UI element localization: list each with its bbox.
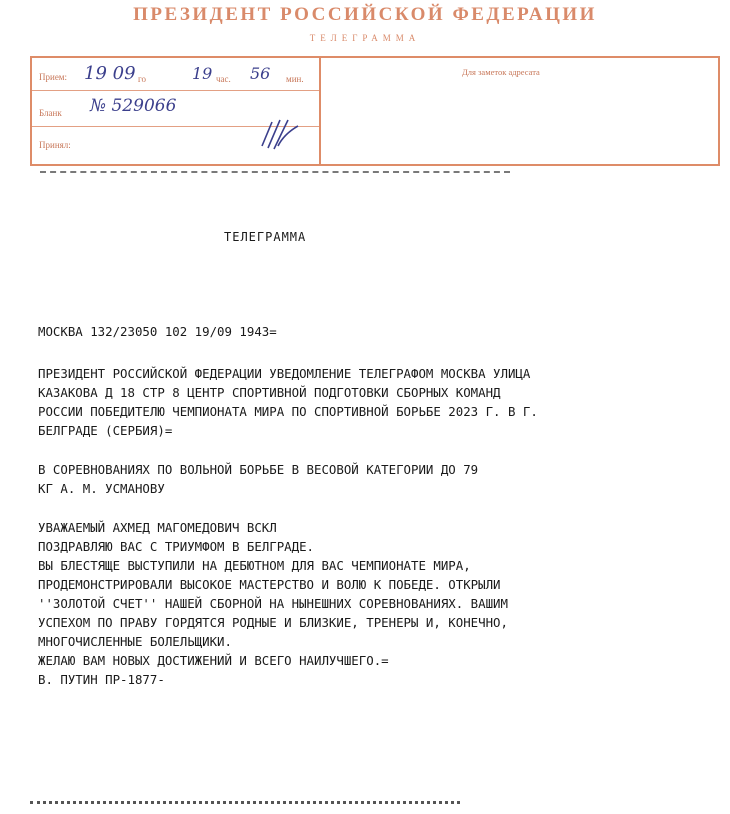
received-suffix: го (138, 74, 146, 84)
category-line: КГ А. М. УСМАНОВУ (38, 481, 165, 496)
telegram-origin: МОСКВА 132/23050 102 19/09 1943= (38, 324, 277, 339)
body-line: УВАЖАЕМЫЙ АХМЕД МАГОМЕДОВИЧ ВСКЛ (38, 520, 277, 535)
accepted-label: Принял: (39, 140, 71, 150)
body-line: МНОГОЧИСЛЕННЫЕ БОЛЕЛЬЩИКИ. (38, 634, 232, 649)
separator-dashes (40, 171, 510, 179)
received-label: Прием: (39, 72, 68, 82)
body-line: ПРОДЕМОНСТРИРОВАЛИ ВЫСОКОЕ МАСТЕРСТВО И ВОЛЮ К ПОБЕДЕ. ОТКРЫЛИ (38, 577, 501, 592)
body-line: УСПЕХОМ ПО ПРАВУ ГОРДЯТСЯ РОДНЫЕ И БЛИЗКИЕ, ТРЕНЕРЫ И, КОНЕЧНО, (38, 615, 508, 630)
body-line: ЖЕЛАЮ ВАМ НОВЫХ ДОСТИЖЕНИЙ И ВСЕГО НАИЛУЧШЕГО.= (38, 653, 389, 668)
blank-number: № 529066 (90, 96, 177, 116)
address-line: КАЗАКОВА Д 18 СТР 8 ЦЕНТР СПОРТИВНОЙ ПОДГОТОВКИ СБОРНЫХ КОМАНД (38, 385, 501, 400)
hours-value: 19 (192, 64, 213, 83)
notes-label: Для заметок адресата (462, 67, 540, 77)
category-line: В СОРЕВНОВАНИЯХ ПО ВОЛЬНОЙ БОРЬБЕ В ВЕСОВОЙ КАТЕГОРИИ ДО 79 (38, 462, 479, 477)
body-line: ''ЗОЛОТОЙ СЧЕТ'' НАШЕЙ СБОРНОЙ НА НЫНЕШНИХ СОРЕВНОВАНИЯХ. ВАШИМ (38, 596, 508, 611)
hours-label: час. (216, 74, 231, 84)
telegram-heading: ТЕЛЕГРАММА (224, 230, 307, 244)
operator-signature (258, 116, 306, 152)
reception-form (30, 56, 720, 166)
address-line: БЕЛГРАДЕ (СЕРБИЯ)= (38, 423, 173, 438)
minutes-label: мин. (286, 74, 304, 84)
header-subtitle: ТЕЛЕГРАММА (309, 33, 421, 43)
footer-service-line (30, 801, 460, 814)
body-line: ВЫ БЛЕСТЯЩЕ ВЫСТУПИЛИ НА ДЕБЮТНОМ ДЛЯ ВАС ЧЕМПИОНАТЕ МИРА, (38, 558, 471, 573)
minutes-value: 56 (250, 64, 271, 83)
address-line: РОССИИ ПОБЕДИТЕЛЮ ЧЕМПИОНАТА МИРА ПО СПОРТИВНОЙ БОРЬБЕ 2023 Г. В Г. (38, 404, 538, 419)
received-row (32, 62, 319, 91)
received-date: 19 09 (84, 63, 136, 84)
body-line: ПОЗДРАВЛЯЮ ВАС С ТРИУМФОМ В БЕЛГРАДЕ. (38, 539, 315, 554)
address-line: ПРЕЗИДЕНТ РОССИЙСКОЙ ФЕДЕРАЦИИ УВЕДОМЛЕНИЕ ТЕЛЕГРАФОМ МОСКВА УЛИЦА (38, 366, 531, 381)
blank-label: Бланк (39, 108, 62, 118)
header-title: ПРЕЗИДЕНТ РОССИЙСКОЙ ФЕДЕРАЦИИ (133, 4, 597, 25)
signature-line: В. ПУТИН ПР-1877- (38, 672, 165, 687)
